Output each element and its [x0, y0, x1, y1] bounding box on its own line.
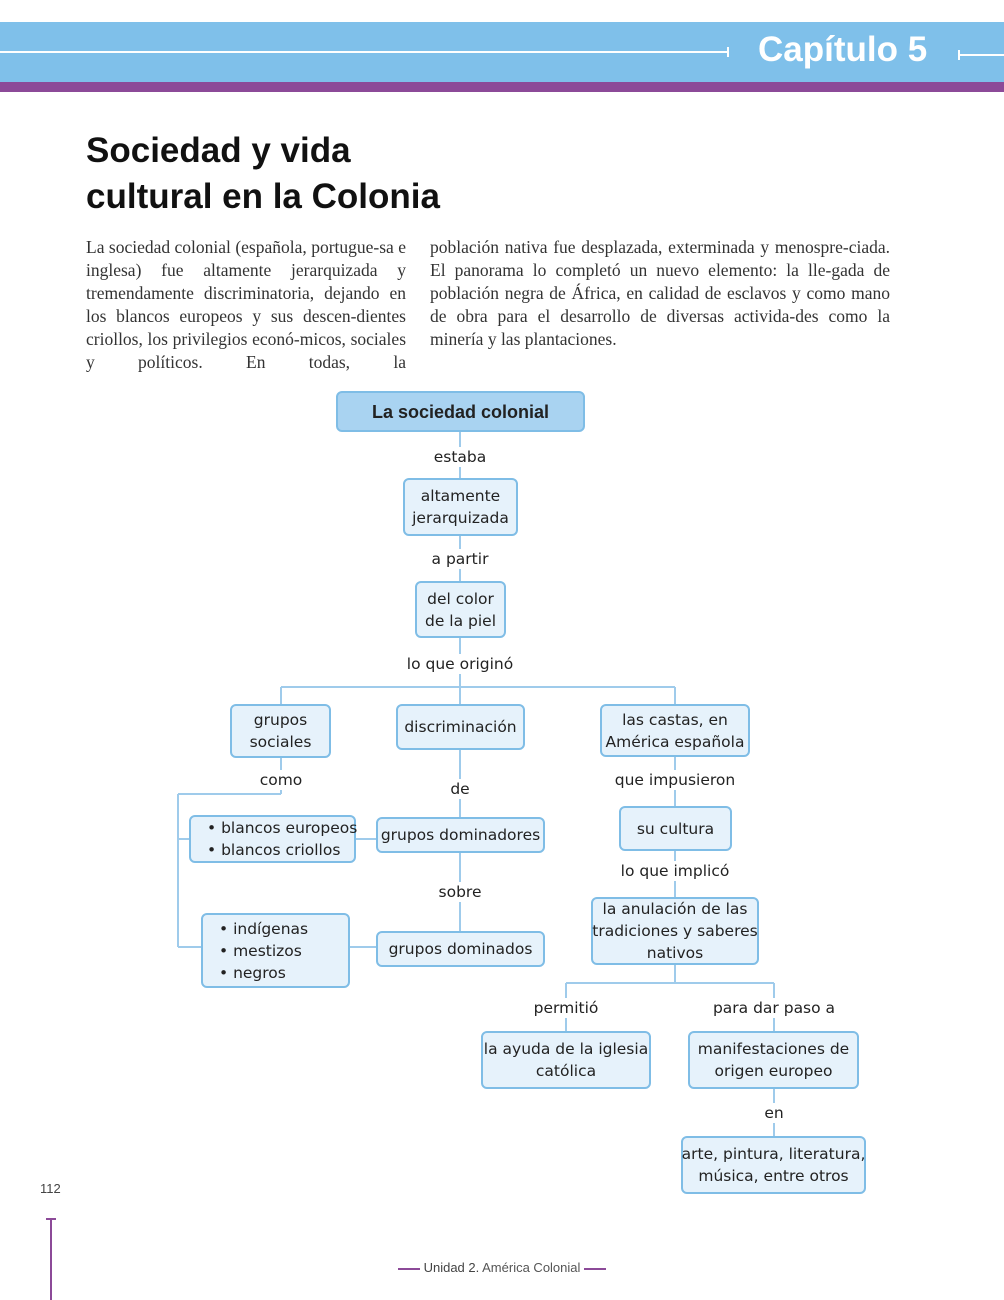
node-line: manifestaciones de	[697, 1040, 850, 1058]
node-root-label: La sociedad colonial	[371, 401, 550, 422]
node-manifestaciones	[688, 1031, 859, 1089]
node-line: arte, pintura, literatura,	[681, 1145, 866, 1163]
footer-unit-label: Unidad 2.	[423, 1260, 480, 1275]
node-line: • indígenas	[219, 919, 309, 938]
node-line: • negros	[219, 963, 286, 982]
node-del-color-de-la-piel	[415, 581, 506, 638]
node-line: altamente	[420, 487, 501, 505]
node-line: jerarquizada	[412, 509, 509, 527]
intro-left-column: La sociedad colonial (española, portugue-sa e inglesa) fue altamente jerarquizada y tremendamente discriminatoria, dejando en los blancos europeos y sus descen-dientes criollos, los privilegios econó-micos, sociales y políticos. En todas, la	[86, 237, 406, 372]
connector-en: en	[764, 1104, 784, 1122]
node-line: América española	[605, 732, 745, 751]
node-blancos	[189, 815, 356, 863]
node-line: del color	[427, 589, 494, 608]
footer-unit-title: América Colonial	[482, 1260, 581, 1275]
node-arte	[681, 1136, 866, 1194]
node-line: grupos dominados	[388, 940, 533, 958]
node-grupos-dominados	[376, 931, 545, 967]
node-su-cultura	[619, 806, 732, 851]
margin-rule-tick	[46, 1218, 56, 1220]
node-iglesia-catolica	[481, 1031, 651, 1089]
node-line: grupos dominadores	[380, 826, 541, 844]
node-line: tradiciones y saberes	[592, 922, 758, 940]
chapter-label: Capítulo 5	[758, 30, 928, 69]
node-line: • blancos europeos	[207, 819, 358, 837]
node-indigenas	[201, 913, 350, 988]
node-line: católica	[535, 1062, 597, 1080]
connector-para-dar-paso: para dar paso a	[712, 999, 836, 1017]
node-line: nativos	[646, 944, 704, 962]
node-line: • mestizos	[219, 941, 302, 960]
node-line: las castas, en	[622, 710, 728, 729]
node-la-sociedad-colonial	[336, 391, 585, 432]
connector-sobre: sobre	[438, 883, 482, 901]
footer-rule-right	[584, 1268, 606, 1270]
node-las-castas	[600, 704, 750, 757]
connector-como: como	[259, 771, 303, 789]
node-line: discriminación	[404, 718, 517, 736]
intro-right-text: población nativa fue desplazada, exterminada y menospre-ciada. El panorama lo completó un nuevo elemento: la lle-gada de población negra de África, en calidad de esclavos y como mano de obra para el desarrollo de diversas activida-des como la minería y las plantaciones.	[430, 237, 890, 349]
node-line: grupos	[253, 711, 308, 729]
node-anulacion	[591, 897, 759, 965]
node-line: sociales	[249, 733, 312, 751]
page-title: Sociedad y vida cultural en la Colonia	[86, 131, 440, 216]
node-line: música, entre otros	[698, 1167, 849, 1185]
page-number: 112	[40, 1181, 61, 1196]
connector-estaba: estaba	[433, 448, 487, 466]
connector-que-impusieron: que impusieron	[614, 771, 736, 789]
connector-permitio: permitió	[533, 999, 599, 1017]
footer-unit	[0, 1260, 1004, 1275]
footer-rule-left	[398, 1268, 420, 1270]
node-line: su cultura	[636, 819, 715, 838]
node-line: la anulación de las	[602, 900, 748, 918]
node-grupos-sociales	[230, 704, 331, 758]
connector-a-partir: a partir	[431, 550, 489, 568]
node-altamente-jerarquizada	[403, 478, 518, 536]
node-discriminacion	[396, 704, 525, 750]
connector-lo-que-origino: lo que originó	[406, 655, 514, 673]
node-grupos-dominadores	[376, 817, 545, 853]
node-line: de la piel	[424, 611, 497, 630]
connector-de: de	[450, 780, 470, 798]
connector-lo-que-implico: lo que implicó	[620, 862, 730, 880]
node-line: • blancos criollos	[207, 841, 341, 859]
node-line: origen europeo	[714, 1062, 833, 1080]
margin-rule	[50, 1218, 52, 1300]
node-line: la ayuda de la iglesia	[483, 1040, 649, 1058]
